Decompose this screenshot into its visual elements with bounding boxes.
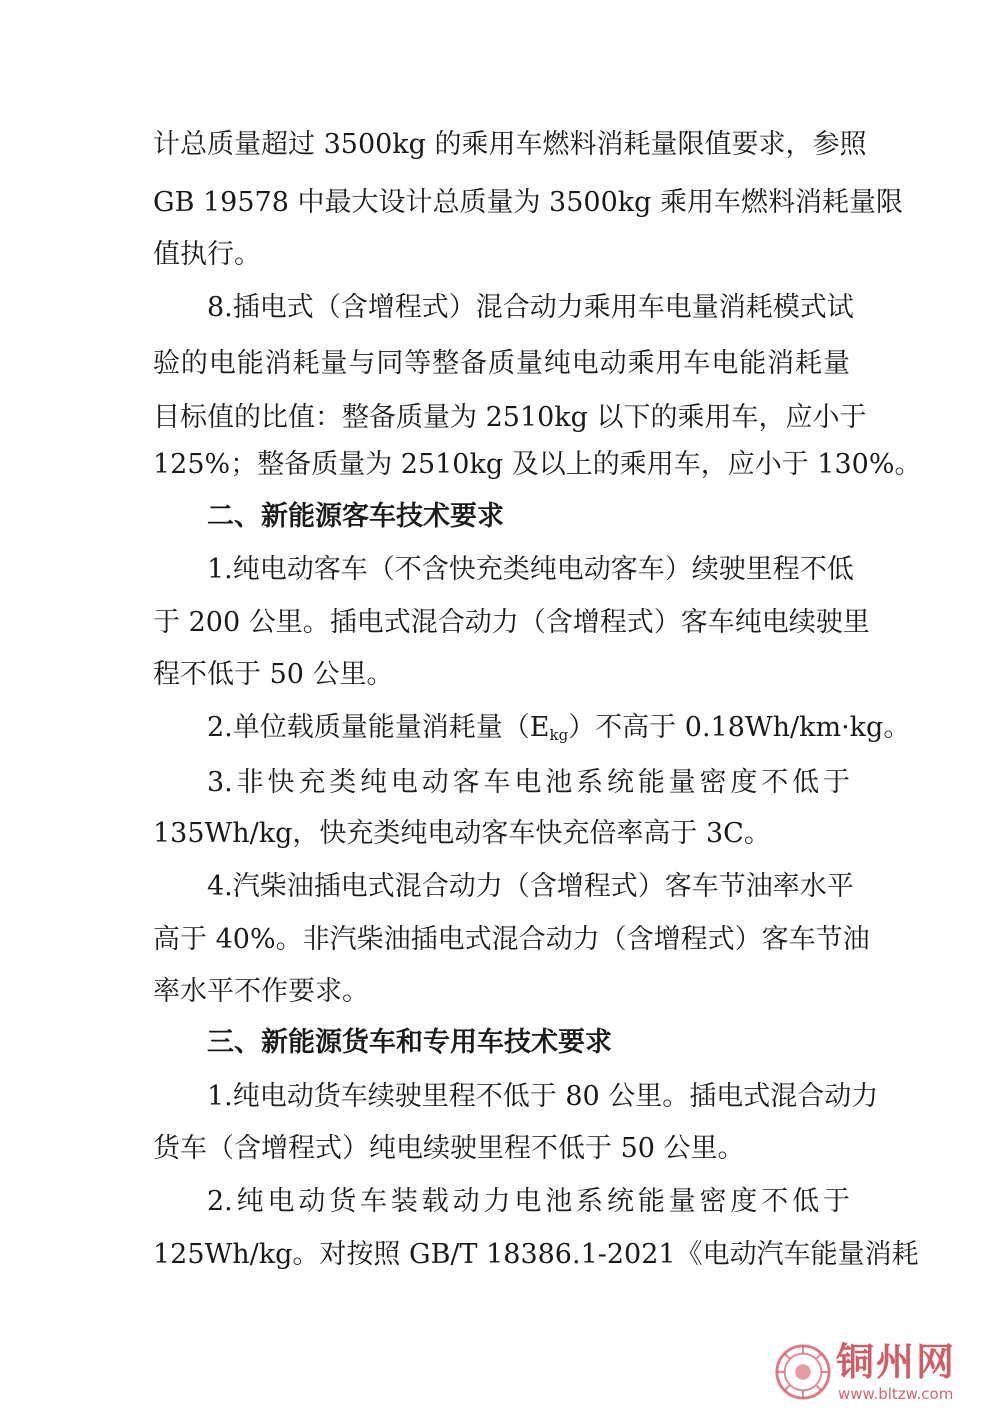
- watermark-site-name: 铜州网: [836, 1340, 957, 1384]
- text-line: [207, 708, 911, 748]
- text-line: 验的电能消耗量与同等整备质量纯电动乘用车电能消耗量: [153, 348, 850, 379]
- text-line: 8.插电式（含增程式）混合动力乘用车电量消耗模式试: [207, 292, 854, 323]
- text-segment: ）不高于 0.18Wh/km·kg。: [568, 712, 911, 743]
- text-line: 4.汽柴油插电式混合动力（含增程式）客车节油率水平: [207, 871, 854, 902]
- section-heading: 二、新能源客车技术要求: [207, 501, 504, 532]
- text-line: 2.纯电动货车装载动力电池系统能量密度不低于: [207, 1186, 850, 1217]
- text-line: 125%；整备质量为 2510kg 及以上的乘用车，应小于 130%。: [153, 449, 922, 480]
- text-line: 计总质量超过 3500kg 的乘用车燃料消耗量限值要求，参照: [153, 129, 867, 160]
- text-line: 125Wh/kg。对按照 GB/T 18386.1-2021《电动汽车能量消耗: [153, 1239, 919, 1270]
- watermark-url: www.bltzw.com: [838, 1385, 954, 1403]
- text-line: 1.纯电动货车续驶里程不低于 80 公里。插电式混合动力: [207, 1081, 879, 1112]
- text-line: 率水平不作要求。: [153, 976, 369, 1007]
- section-heading: 三、新能源货车和专用车技术要求: [207, 1027, 612, 1058]
- text-line: 3.非快充类纯电动客车电池系统能量密度不低于: [207, 767, 850, 798]
- circular-emblem-icon: [774, 1343, 832, 1401]
- text-line: GB 19578 中最大设计总质量为 3500kg 乘用车燃料消耗量限: [153, 187, 903, 218]
- watermark: [774, 1339, 984, 1409]
- text-line: 于 200 公里。插电式混合动力（含增程式）客车纯电续驶里: [153, 607, 870, 638]
- subscript: kg: [549, 726, 569, 744]
- text-line: 135Wh/kg，快充类纯电动客车快充倍率高于 3C。: [153, 818, 771, 849]
- text-line: 值执行。: [153, 239, 261, 270]
- text-segment: 2.单位载质量能量消耗量（E: [207, 712, 550, 743]
- text-line: 目标值的比值：整备质量为 2510kg 以下的乘用车，应小于: [153, 402, 867, 433]
- text-line: 程不低于 50 公里。: [153, 659, 394, 690]
- text-line: 1.纯电动客车（不含快充类纯电动客车）续驶里程不低: [207, 554, 854, 585]
- text-line: 货车（含增程式）纯电续驶里程不低于 50 公里。: [153, 1133, 745, 1164]
- text-line: 高于 40%。非汽柴油插电式混合动力（含增程式）客车节油: [153, 924, 870, 955]
